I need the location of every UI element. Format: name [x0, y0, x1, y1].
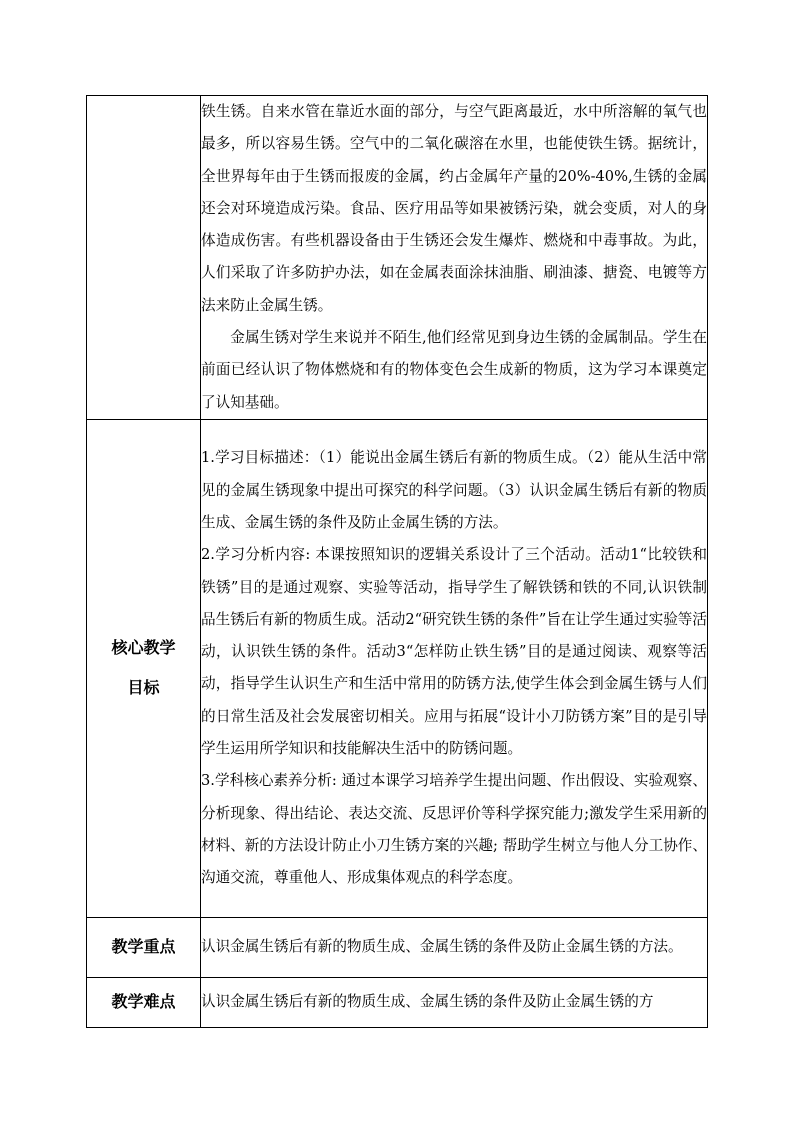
paragraph: 认识金属生锈后有新的物质生成、金属生锈的条件及防止金属生锈的方	[201, 993, 654, 1011]
paragraph: 铁生锈。自来水管在靠近水面的部分，与空气距离最近，水中所溶解的氧气也最多，所以容易生锈。空气中的二氧化碳溶在水里，也能使铁生锈。据统计，全世界每年由于生锈而报废的金属，约占金属年产量的20%-40%,生锈的金属还会对环境造成污染。食品、医疗用品等如果被锈污染，就会变质，对人的身体造成伤害。有些机器设备由于生锈还会发生爆炸、燃烧和中毒事故。为此，人们采取了许多防护办法，如在金属表面涂抹油脂、刷油漆、搪瓷、电镀等方法来防止金属生锈。	[201, 103, 707, 314]
row-label-difficulties	[87, 977, 201, 1027]
row-label-empty	[87, 96, 201, 420]
label-line: 目标	[127, 678, 160, 698]
paragraph: 1.学习目标描述：（1）能说出金属生锈后有新的物质生成。（2）能从生活中常见的金属生锈现象中提出可探究的科学问题。（3）认识金属生锈后有新的物质生成、金属生锈的条件及防止金属生锈的方法。	[201, 449, 707, 531]
paragraph: 3.学科核心素养分析: 通过本课学习培养学生提出问题、作出假设、实验观察、分析现象、得出结论、表达交流、反思评价等科学探究能力;激发学生采用新的材料、新的方法设计防止小刀生锈方案的兴趣; 帮助学生树立与他人分工协作、沟通交流，尊重他人、形成集体观点的科学态度。	[201, 772, 707, 887]
table-row-key-points	[87, 917, 708, 977]
row-label-core-goals	[87, 419, 201, 917]
background-content	[201, 96, 708, 420]
lesson-plan-table	[86, 95, 708, 1028]
row-label-key-points	[87, 917, 201, 977]
table-row-core-goals	[87, 419, 708, 917]
paragraph: 金属生锈对学生来说并不陌生,他们经常见到身边生锈的金属制品。学生在前面已经认识了物体燃烧和有的物体变色会生成新的物质，这为学习本课奠定了认知基础。	[201, 329, 707, 411]
label-line: 教学难点	[111, 992, 176, 1012]
paragraph: 认识金属生锈后有新的物质生成、金属生锈的条件及防止金属生锈的方法。	[201, 938, 683, 956]
paragraph: 2.学习分析内容: 本课按照知识的逻辑关系设计了三个活动。活动1“比较铁和铁锈”目的是通过观察、实验等活动，指导学生了解铁锈和铁的不同,认识铁制品生锈后有新的物质生成。活动2“研究铁生锈的条件”旨在让学生通过实验等活动，认识铁生锈的条件。活动3“怎样防止铁生锈”目的是通过阅读、观察等活动，指导学生认识生产和生活中常用的防锈方法,使学生体会到金属生锈与人们的日常生活及社会发展密切相关。应用与拓展“设计小刀防锈方案”目的是引导学生运用所学知识和技能解决生活中的防锈问题。	[201, 546, 707, 758]
table-row-background	[87, 96, 708, 420]
difficulties-content	[201, 977, 708, 1027]
label-line: 教学重点	[111, 937, 176, 957]
core-goals-content	[201, 419, 708, 917]
label-line: 核心教学	[111, 638, 176, 658]
key-points-content	[201, 917, 708, 977]
table-row-difficulties	[87, 977, 708, 1027]
